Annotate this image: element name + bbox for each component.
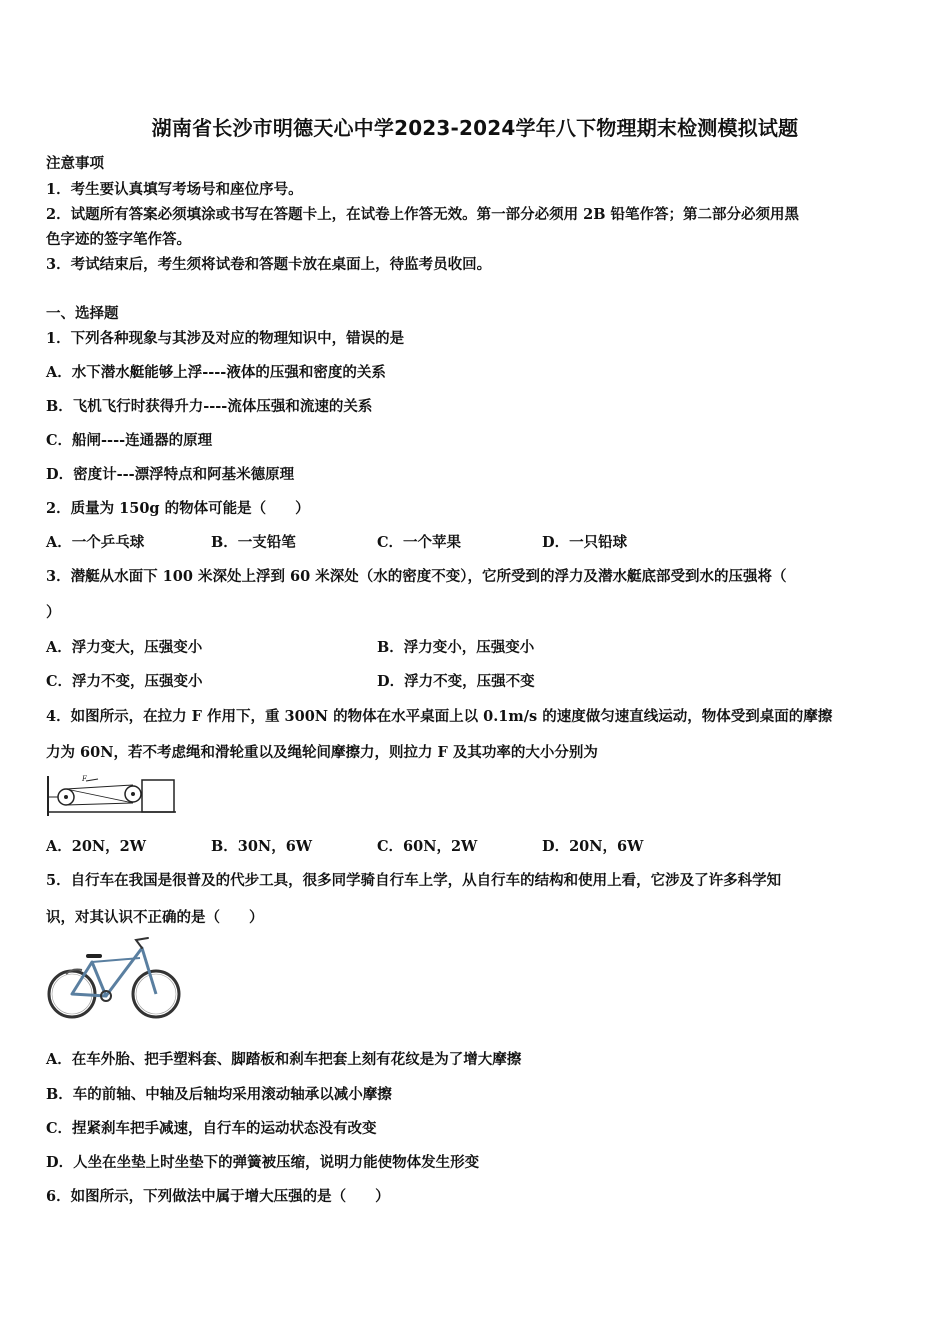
pulley-left-axle xyxy=(64,795,68,799)
q3-option-d: D．浮力不变，压强不变 xyxy=(377,673,535,690)
bicycle-image xyxy=(44,934,184,1026)
pulley-diagram xyxy=(46,772,178,820)
q2-option-a: A．一个乒乓球 xyxy=(46,534,145,551)
notice-item: 2．试题所有答案必须填涂或书写在答题卡上，在试卷上作答无效。第一部分必须用 2B 铅笔作答；第二部分必须用黑 xyxy=(46,206,800,223)
q1-stem: 1．下列各种现象与其涉及对应的物理知识中，错误的是 xyxy=(46,330,405,347)
block-object xyxy=(142,780,174,812)
q5-option-d: D．人坐在坐垫上时坐垫下的弹簧被压缩，说明力能使物体发生形变 xyxy=(46,1154,480,1171)
force-label: F xyxy=(82,775,87,783)
rope-lower xyxy=(66,803,133,805)
q6-stem: 6．如图所示，下列做法中属于增大压强的是（ ） xyxy=(46,1188,390,1205)
rope-upper xyxy=(66,785,133,789)
bike-handlebar xyxy=(136,938,148,948)
force-arrow xyxy=(86,779,98,781)
q4-stem-line1: 4．如图所示，在拉力 F 作用下，重 300N 的物体在水平桌面上以 0.1m/s 的速度做匀速直线运动，物体受到桌面的摩擦 xyxy=(46,708,833,725)
q2-option-c: C．一个苹果 xyxy=(377,534,462,551)
q4-option-b: B．30N，6W xyxy=(211,838,313,855)
q3-stem-line2: ） xyxy=(46,604,61,621)
q5-stem-line1: 5．自行车在我国是很普及的代步工具，很多同学骑自行车上学，从自行车的结构和使用上看，它涉及了许多科学知 xyxy=(46,872,782,889)
q2-stem: 2．质量为 150g 的物体可能是（ ） xyxy=(46,500,310,517)
section-heading: 一、选择题 xyxy=(46,305,119,322)
q3-option-c: C．浮力不变，压强变小 xyxy=(46,673,203,690)
rope-cross xyxy=(66,789,133,803)
exam-title: 湖南省长沙市明德天心中学2023-2024学年八下物理期末检测模拟试题 xyxy=(151,116,799,140)
notice-item: 1．考生要认真填写考场号和座位序号。 xyxy=(46,181,303,198)
q5-option-a: A．在车外胎、把手塑料套、脚踏板和刹车把套上刻有花纹是为了增大摩擦 xyxy=(46,1051,522,1068)
q3-option-b: B．浮力变小，压强变小 xyxy=(377,639,535,656)
q1-option-b: B．飞机飞行时获得升力----流体压强和流速的关系 xyxy=(46,398,373,415)
pulley-right-axle xyxy=(131,792,135,796)
q5-stem-line2: 识，对其认识不正确的是（ ） xyxy=(46,909,264,926)
q5-option-b: B．车的前轴、中轴及后轴均采用滚动轴承以减小摩擦 xyxy=(46,1086,392,1103)
q4-option-c: C．60N，2W xyxy=(377,838,478,855)
q4-stem-line2: 力为 60N，若不考虑绳和滑轮重以及绳轮间摩擦力，则拉力 F 及其功率的大小分别为 xyxy=(46,744,598,761)
q1-option-c: C．船闸----连通器的原理 xyxy=(46,432,213,449)
notice-heading: 注意事项 xyxy=(46,155,104,172)
q2-option-d: D．一只铅球 xyxy=(542,534,628,551)
q4-option-a: A．20N，2W xyxy=(46,838,147,855)
q3-stem-line1: 3．潜艇从水面下 100 米深处上浮到 60 米深处（水的密度不变），它所受到的浮力及潜水艇底部受到水的压强将（ xyxy=(46,568,787,585)
q5-option-c: C．捏紧刹车把手减速，自行车的运动状态没有改变 xyxy=(46,1120,377,1137)
q1-option-d: D．密度计---漂浮特点和阿基米德原理 xyxy=(46,466,295,483)
q4-option-d: D．20N，6W xyxy=(542,838,644,855)
q3-option-a: A．浮力变大，压强变小 xyxy=(46,639,203,656)
q1-option-a: A．水下潜水艇能够上浮----液体的压强和密度的关系 xyxy=(46,364,386,381)
notice-item: 色字迹的签字笔作答。 xyxy=(46,231,191,248)
bike-front-frame xyxy=(106,948,156,996)
notice-item: 3．考试结束后，考生须将试卷和答题卡放在桌面上，待监考员收回。 xyxy=(46,256,492,273)
q2-option-b: B．一支铅笔 xyxy=(211,534,296,551)
